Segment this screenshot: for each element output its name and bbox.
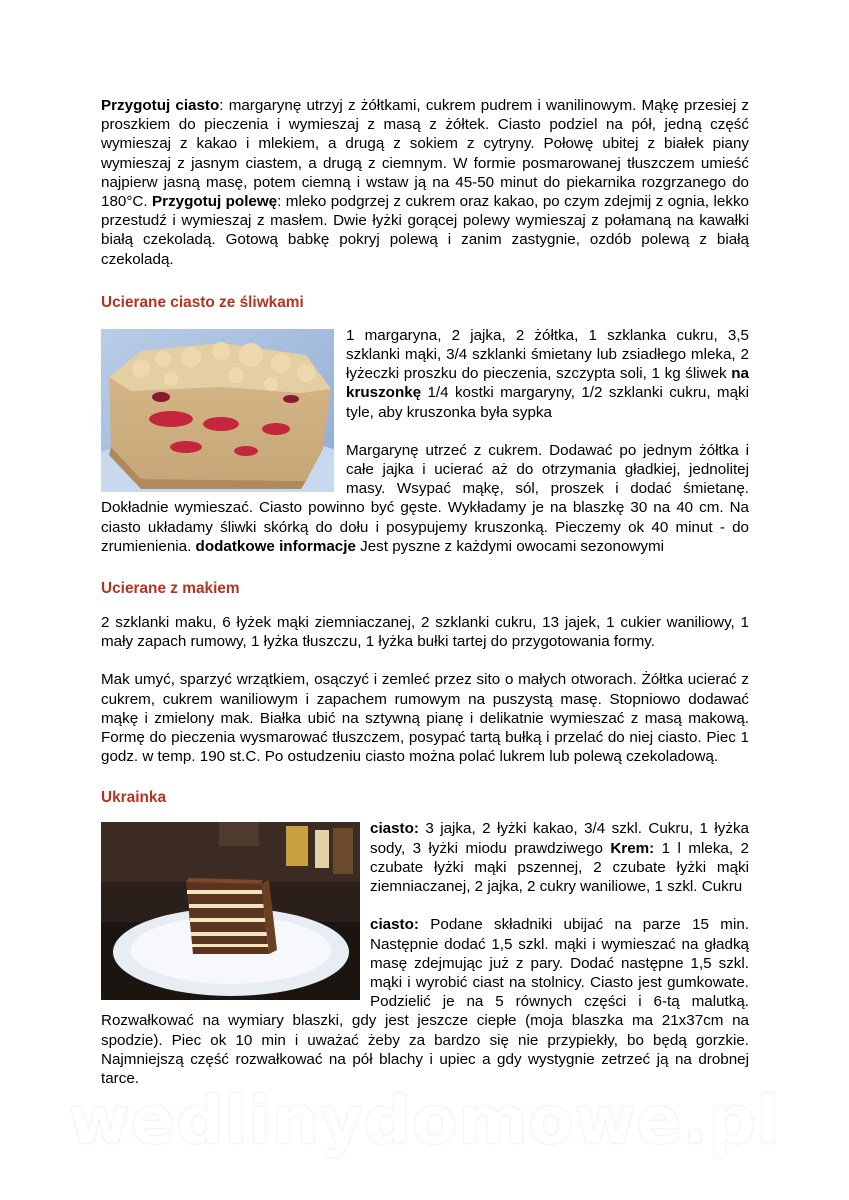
ukrainka-title: Ukrainka: [101, 789, 167, 807]
plum-cake-title: Ucierane ciasto ze śliwkami: [101, 293, 304, 311]
intro-paragraph: [101, 96, 749, 269]
plum-crumble-label: na kruszonkę: [346, 365, 749, 402]
ukrainka-ingredients-text-1: 3 jajka, 2 łyżki kakao, 3/4 szkl. Cukru, 1 łyżka sody, 3 łyżki miodu prawdziwego: [370, 820, 749, 857]
ukrainka-image: [101, 822, 360, 1000]
poppy-cake-ingredients: 2 szklanki maku, 6 łyżek mąki ziemniaczanej, 2 szklanki cukru, 13 jajek, 1 cukier waniliowy, 1 mały zapach rumowy, 1 łyżka tłuszczu, 1 łyżka bułki tartej do przygotowania formy.: [101, 614, 749, 651]
ukrainka-method-text: Podane składniki ubijać na parze 15 min. Następnie dodać 1,5 szkl. mąki i wymieszać na gładką masę zdejmując już z pary. Dodać następne 1,5 szkl. mąki i wyrobić ciast na stolnicy. Ciasto jest gumkowate. Podzielić je na 5 równych części i 6-tą malutką. Rozwałkować na wymiary blaszki, gdy jest jeszcze ciepłe (moja blaszka ma 21x37cm na spodzie). Piec ok 10 min i uważać żeby za bardzo się nie przypiekły, bo będą gorzkie. Najmniejszą część rozwałkować na pół blachy i upiec a gdy wystygnie zetrzeć ją na drobnej tarce.: [101, 916, 749, 1087]
intro-glaze-lead: Przygotuj polewę: [152, 193, 278, 211]
ukrainka-cream-label: Krem:: [610, 839, 655, 857]
ukrainka-section: [101, 819, 749, 1088]
ukrainka-dough-label-2: ciasto:: [370, 916, 419, 934]
ukrainka-ingredients-text-2: 1 l mleka, 2 czubate łyżki mąki pszennej, 2 czubate łyżki mąki ziemniaczanej, 2 jajka, 2 cukry waniliowe, 1 szkl. Cukru: [370, 839, 749, 896]
plum-ingredients-text-1: 1 margaryna, 2 jajka, 2 żółtka, 1 szklanka cukru, 3,5 szklanki mąki, 3/4 szklanki śmietany lub zsiadłego mleka, 2 łyżeczki proszku do pieczenia, szczypta soli, 1 kg śliwek: [346, 326, 749, 383]
plum-method-text: Margarynę utrzeć z cukrem. Dodawać po jednym żółtka i całe jajka i ucierać aż do otrzymania gładkiej, jednolitej masy. Wsypać mąkę, sól, proszek i dodać śmietanę. Dokładnie wymieszać. Ciasto powinno być gęste. Wykładamy je na blaszkę 30 na 40 cm. Na ciasto układamy śliwki skórką do dołu i posypujemy kruszonką. Pieczemy ok 40 minut - do zrumienienia.: [101, 441, 749, 555]
plum-cake-photo: [101, 329, 334, 492]
plum-ingredients-text-2: 1/4 kostki margaryny, 1/2 szklanki cukru, mąki tyle, aby kruszonka była sypka: [346, 384, 749, 421]
poppy-cake-method: Mak umyć, sparzyć wrzątkiem, osączyć i zemleć przez sito o małych otworach. Żółtka ucierać z cukrem, cukrem waniliowym i zapachem rumowym na puszystą masę. Stopniowo dodawać mąkę i zmielony mak. Białka ubić na sztywną pianę i delikatnie wymieszać z masą makową. Formę do pieczenia wysmarować tłuszczem, posypać tartą bułką i przelać do niej ciasto. Piec 1 godz. w temp. 190 st.C. Po ostudzeniu ciasto można polać lukrem lub polewą czekoladową.: [101, 671, 749, 766]
plum-extra-text: Jest pyszne z każdymi owocami sezonowymi: [355, 537, 664, 555]
document-page: [101, 96, 749, 1088]
intro-lead: Przygotuj ciasto: [101, 97, 220, 114]
site-watermark: wedlinydomowe.pl: [68, 1082, 781, 1159]
plum-cake-image: [101, 329, 334, 492]
ukrainka-dough-label: ciasto:: [370, 820, 419, 838]
intro-text-2: : mleko podgrzej z cukrem oraz kakao, po czym zdejmij z ognia, lekko przestudź i wymieszaj z masłem. Dwie łyżki gorącej polewy wymieszaj z połamaną na kawałki białą czekoladą. Gotową babkę pokryj polewą i zanim zastygnie, ozdób polewą z białą czekoladą.: [101, 193, 749, 268]
poppy-cake-title: Ucierane z makiem: [101, 580, 240, 598]
ukrainka-photo: [101, 822, 360, 1000]
plum-cake-section: [101, 326, 749, 556]
plum-extra-label: dodatkowe informacje: [195, 537, 356, 555]
intro-text-1: : margarynę utrzyj z żółtkami, cukrem pudrem i wanilinowym. Mąkę przesiej z proszkiem do pieczenia i wymieszaj z masą z żółtek. Ciasto podziel na pół, jedną część wymieszaj z kakao i mlekiem, a drugą z sokiem z cytryny. Połowę ubitej z białek piany wymieszaj z jasnym ciastem, a drugą z ciemnym. W formie posmarowanej tłuszczem umieść najpierw jasną masę, potem ciemną i wstaw ją na 45-50 minut do piekarnika rozgrzanego do 180°C.: [101, 97, 749, 211]
